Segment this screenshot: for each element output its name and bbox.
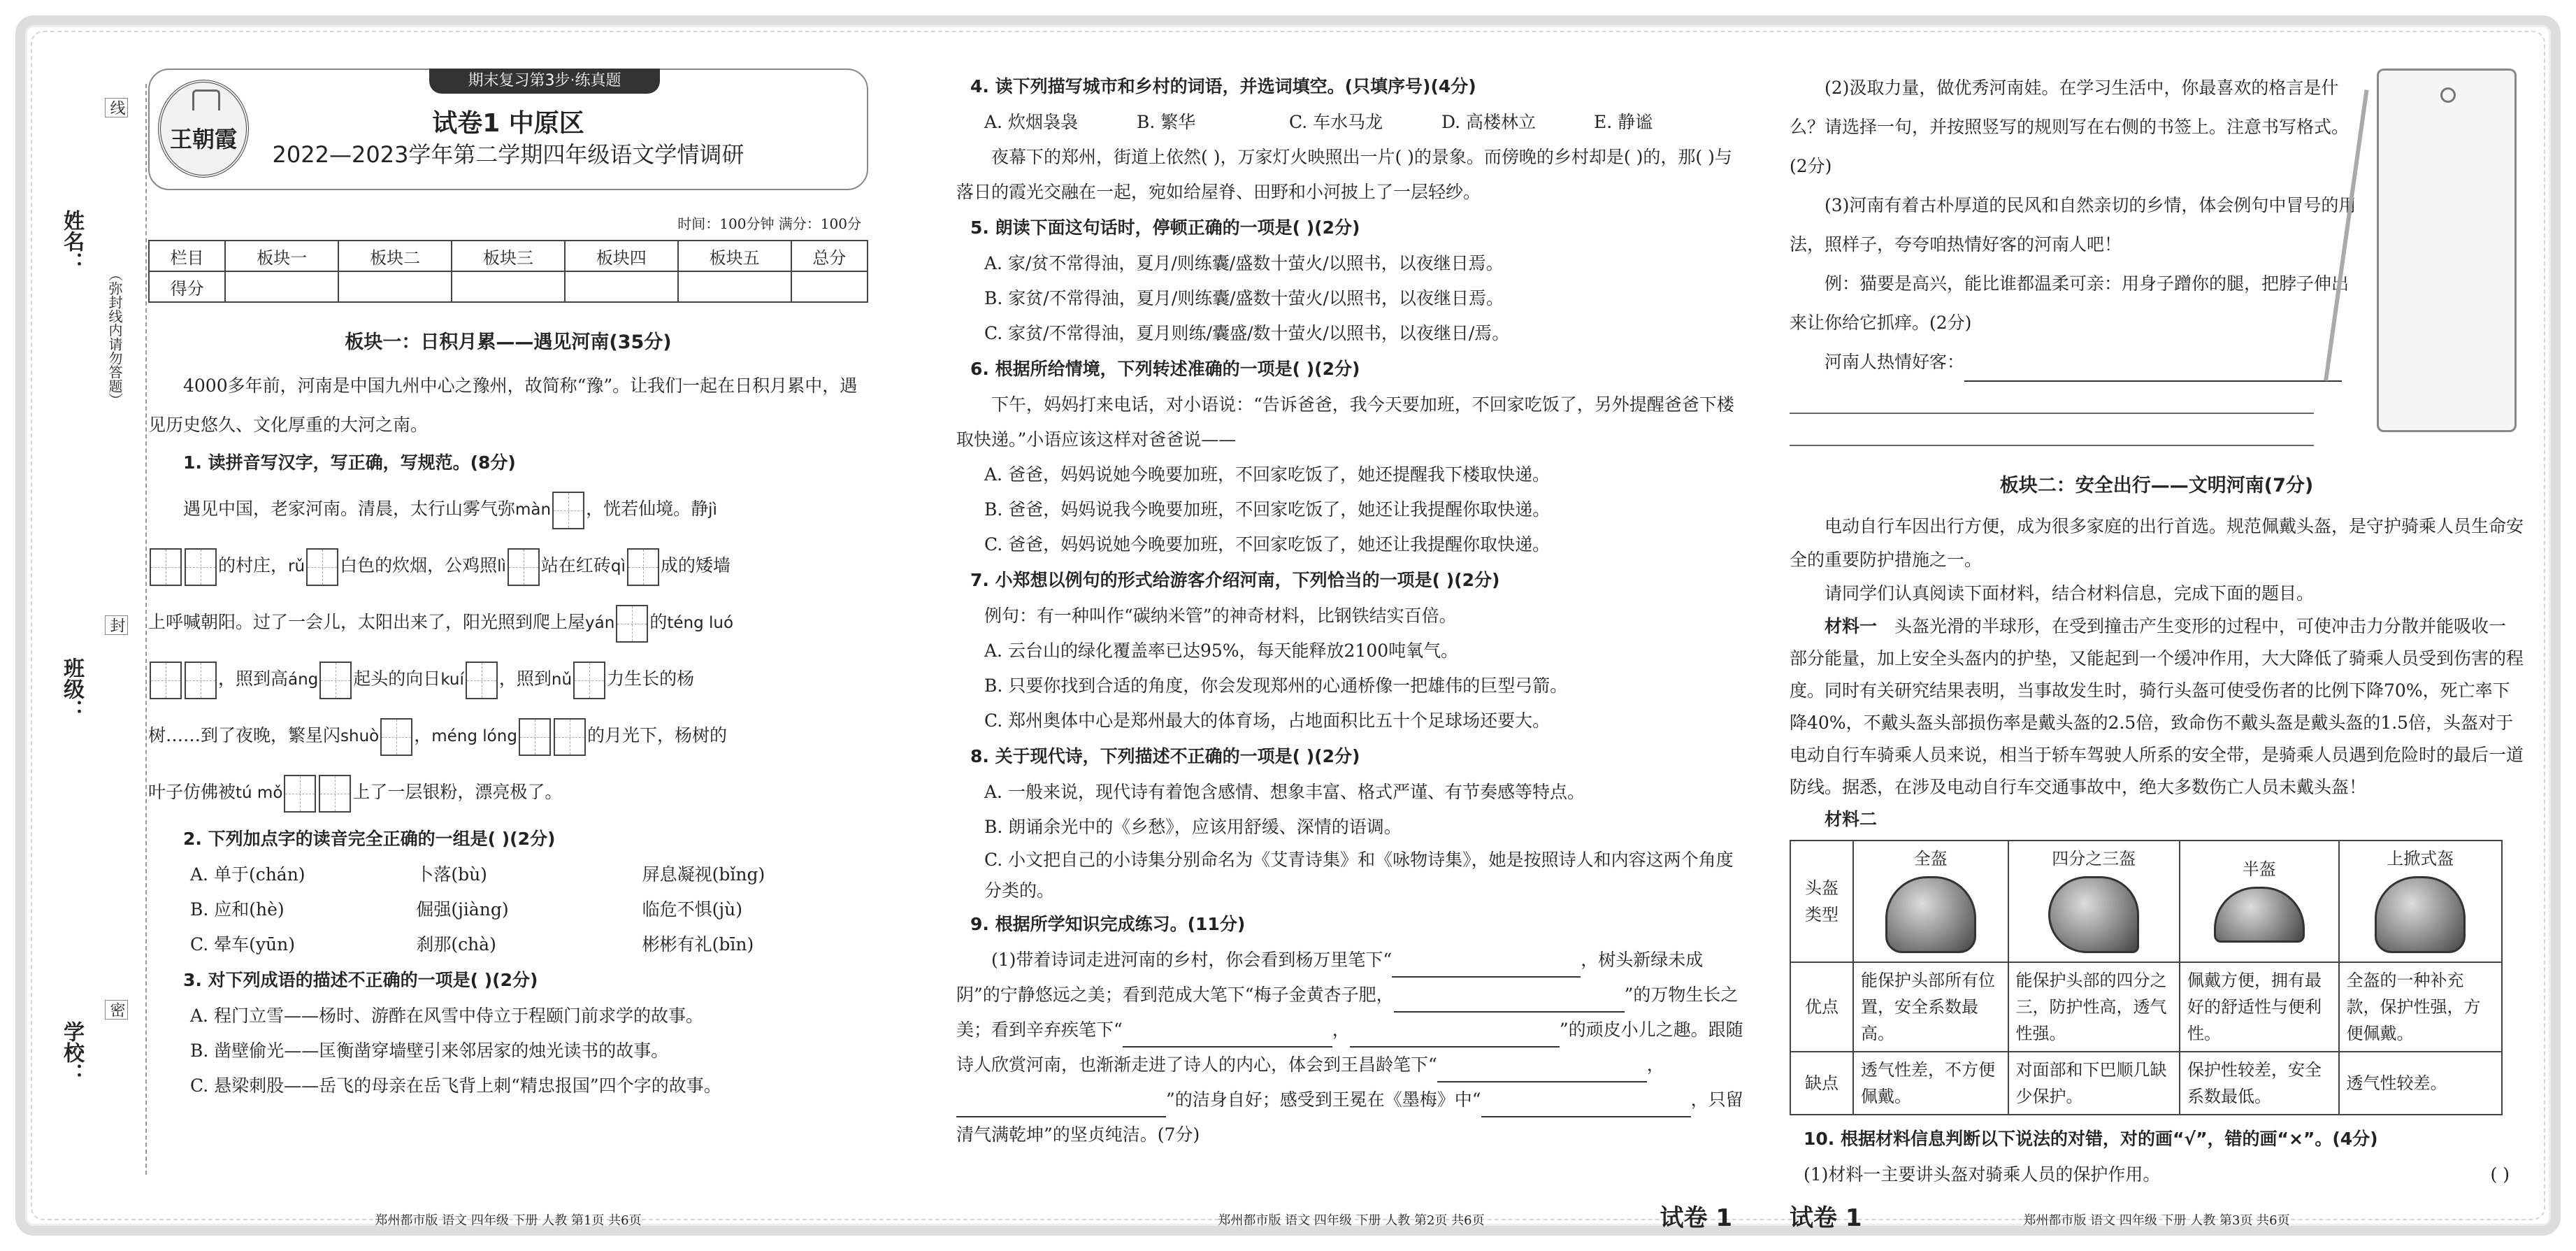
- binding-strip: [42, 84, 147, 1175]
- q9-part-3-example: 例：猫要是高兴，能比谁都温柔可亲：用身子蹭你的腿，把脖子伸出来让你给它抓痒。(2分): [1790, 273, 2350, 333]
- helmet-table: [1790, 840, 2503, 1115]
- question-7: 7. 小郑想以例句的形式给游客介绍河南，下列恰当的一项是( )(2分): [970, 570, 1500, 590]
- q7-example: 例句：有一种叫作“碳纳米管”的神奇材料，比钢铁结实百倍。: [984, 606, 1457, 626]
- school-label: 学校：: [59, 1021, 84, 1084]
- question-10: 10. 根据材料信息判断以下说法的对错，对的画“√”，错的画“×”。(4分): [1804, 1129, 2378, 1149]
- helmet-con: 透气性较差。: [2339, 1052, 2503, 1115]
- q8-option-a: A. 一般来说，现代诗有着饱含感情、想象丰富、格式严谨、有节奏感等特点。: [984, 782, 1585, 802]
- blank[interactable]: [1481, 1116, 1691, 1117]
- question-1: 1. 读拼音写汉字，写正确，写规范。(8分): [183, 452, 516, 473]
- score-head: 栏目: [149, 241, 225, 271]
- q2-option-a: A. 单于(chán) 卜落(bù) 屏息凝视(bǐng): [190, 864, 765, 885]
- helmet-half: 半盔: [2180, 841, 2339, 962]
- q7-option-b: B. 只要你找到合适的角度，你会发现郑州的心通桥像一把雄伟的巨型弓箭。: [984, 675, 1568, 696]
- blank[interactable]: [1964, 380, 2342, 382]
- review-banner: 期末复习第3步·练真题: [429, 69, 660, 94]
- section-2-intro: 电动自行车因出行方便，成为很多家庭的出行首选。规范佩戴头盔，是守护骑乘人员生命安全的重要防护措施之一。: [1790, 516, 2524, 570]
- blank[interactable]: [956, 1116, 1166, 1117]
- score-cell[interactable]: [791, 271, 868, 302]
- blank[interactable]: [1392, 976, 1581, 978]
- bookmark-writing-area[interactable]: [2377, 69, 2517, 432]
- q6-option-a: A. 爸爸，妈妈说她今晚要加班，不回家吃饭了，她还提醒我下楼取快递。: [984, 464, 1550, 485]
- question-4: 4. 读下列描写城市和乡村的词语，并选词填空。(只填序号)(4分): [970, 76, 1476, 96]
- q2-option-b: B. 应和(hè) 倔强(jiàng) 临危不惧(jù): [190, 899, 743, 920]
- three-quarter-helmet-icon: [2048, 876, 2139, 953]
- blank[interactable]: [1350, 1046, 1560, 1048]
- q9-part-2: (2)汲取力量，做优秀河南娃。在学习生活中，你最喜欢的格言是什么？请选择一句，并按照竖写的规则写在右侧的书签上。注意书写格式。(2分): [1790, 78, 2350, 176]
- answer-box[interactable]: [616, 605, 648, 643]
- flip-up-helmet-icon: [2375, 876, 2466, 953]
- helmet-flip-up: 上掀式盔: [2339, 841, 2503, 962]
- question-3: 3. 对下列成语的描述不正确的一项是( )(2分): [183, 970, 538, 990]
- q6-option-b: B. 爸爸，妈妈说我今晚要加班，不回家吃饭了，她还让我提醒你取快递。: [984, 499, 1550, 520]
- page-3: [1790, 69, 2524, 1232]
- helmet-cons-label: 缺点: [1790, 1052, 1853, 1115]
- page-3-footer: 郑州都市版 语文 四年级 下册 人教 第3页 共6页: [2023, 1213, 2290, 1228]
- page-1: [148, 69, 868, 1228]
- blank[interactable]: [1123, 1046, 1332, 1048]
- q7-option-c: C. 郑州奥体中心是郑州最大的体育场，占地面积比五十个足球场还要大。: [984, 710, 1550, 731]
- answer-box[interactable]: [554, 718, 586, 756]
- section-1-intro: 4000多年前，河南是中国九州中心之豫州，故简称“豫”。让我们一起在日积月累中，遇见历史悠久、文化厚重的大河之南。: [148, 376, 858, 435]
- question-6: 6. 根据所给情境，下列转述准确的一项是( )(2分): [970, 359, 1360, 379]
- helmet-pro: 能保护头部的四分之三，防护性高，透气性强。: [2008, 962, 2180, 1052]
- q6-scenario: 下午，妈妈打来电话，对小语说：“告诉爸爸，我今天要加班，不回家吃饭了，另外提醒爸爸下楼取快递。”小语应该这样对爸爸说——: [956, 394, 1734, 450]
- exam-tag: 试卷 1: [1790, 1204, 1862, 1232]
- helmet-three-quarter: 四分之三盔: [2008, 841, 2180, 962]
- question-9: 9. 根据所学知识完成练习。(11分): [970, 914, 1246, 934]
- score-head: 板块五: [678, 241, 791, 271]
- answer-box[interactable]: [185, 548, 217, 586]
- blank[interactable]: [1394, 1011, 1625, 1013]
- answer-box[interactable]: [627, 548, 659, 586]
- answer-box[interactable]: [573, 662, 605, 699]
- score-head: 板块二: [338, 241, 452, 271]
- score-head: 板块一: [225, 241, 338, 271]
- score-cell[interactable]: [225, 271, 338, 302]
- answer-box[interactable]: [466, 662, 498, 699]
- exam-header: [148, 69, 868, 190]
- q5-option-a: A. 家/贫不常得油，夏月/则练囊/盛数十萤火/以照书，以夜继日焉。: [984, 253, 1504, 273]
- material-1: 材料一 头盔光滑的半球形，在受到撞击产生变形的过程中，可使冲击力分散并能吸收一部分能量，加上安全头盔内的护垫，又能起到一个缓冲作用，大大降低了骑乘人员受到伤害的程度。同时有关研究结果表明，当事故发生时，骑行头盔可使受伤者的比例下降70%，死亡率下降40%，不戴头盔头部损伤率是戴头盔的2.5倍，致命伤不戴头盔是戴头盔的1.5倍，头盔对于电动自行车骑乘人员来说，相当于轿车驾驶人所系的安全带，是骑乘人员遇到危险时的最后一道防线。据悉，在涉及电动自行车交通事故中，绝大多数伤亡人员未戴头盔！: [1790, 616, 2524, 797]
- answer-paren[interactable]: ( ): [2490, 1164, 2510, 1185]
- name-label: 姓名：: [59, 210, 84, 273]
- helmet-con: 透气性差，不方便佩戴。: [1853, 1052, 2008, 1115]
- q5-option-b: B. 家贫/不常得油，夏月/则练囊/盛数十萤火/以照书，以夜继日焉。: [984, 288, 1504, 308]
- score-cell[interactable]: [338, 271, 452, 302]
- answer-box[interactable]: [319, 775, 351, 813]
- q6-option-c: C. 爸爸，妈妈说她今晚要加班，不回家吃饭了，她还让我提醒你取快递。: [984, 534, 1550, 555]
- pinyin-passage: 遇见中国，老家河南。清晨，太行山雾气弥màn ，恍若仙境。静jì 的村庄，rǔ 白色的炊烟，公鸡照lì 站在红砖qì 成的矮墙 上呼喊朝阳。过了一会儿，太阳出来了，阳光照到爬上屋yán 的téng luó ，照到高áng 起头的向日kuí ，照到nǔ 力生长的杨 树……到了夜晚，繁星闪shuò ，méng lóng 的月光下，杨树的 叶子仿佛被tú mǒ 上了一层银粉，漂亮极了。: [148, 481, 868, 821]
- q3-option-a: A. 程门立雪——杨时、游酢在风雪中侍立于程颐门前求学的故事。: [190, 1006, 703, 1026]
- class-label: 班级：: [59, 657, 84, 720]
- helmet-pro: 佩戴方便，拥有最好的舒适性与便利性。: [2180, 962, 2339, 1052]
- secret-mark: 密: [105, 1000, 128, 1020]
- q9-part-1: (1)带着诗词走进河南的乡村，你会看到杨万里笔下“ ，树头新绿未成阴”的宁静悠远之美；看到范成大笔下“梅子金黄杏子肥， ”的万物生长之美；看到辛弃疾笔下“ ， ”的顽皮小儿之趣。跟随诗人欣赏河南，也渐渐走进了诗人的内心，体会到王昌龄笔下“ ，”的洁身自好；感受到王冕在《墨梅》中“ ，只留清气满乾坤”的坚贞纯洁。(7分): [956, 950, 1743, 1145]
- q9-part-3: (3)河南有着古朴厚道的民风和自然亲切的乡情，体会例句中冒号的用法，照样子，夸夸咱热情好客的河南人吧！: [1790, 195, 2356, 255]
- q9-part-3-lead: 河南人热情好客：: [1790, 343, 2524, 382]
- section-2-instruction: 请同学们认真阅读下面材料，结合材料信息，完成下面的题目。: [1825, 583, 2315, 603]
- page-2-footer: 郑州都市版 语文 四年级 下册 人教 第2页 共6页: [1218, 1213, 1485, 1228]
- answer-box[interactable]: [306, 548, 338, 586]
- answer-box[interactable]: [508, 548, 540, 586]
- question-8: 8. 关于现代诗，下列描述不正确的一项是( )(2分): [970, 746, 1360, 766]
- seal-mark: 封: [105, 615, 128, 635]
- answer-box[interactable]: [150, 662, 182, 699]
- helmet-pro: 全盔的一种补充款，保护性强，方便佩戴。: [2339, 962, 2503, 1052]
- exam-subtitle: 2022—2023学年第二学期四年级语文学情调研: [272, 141, 744, 168]
- full-helmet-icon: [1885, 876, 1976, 953]
- answer-box[interactable]: [519, 718, 551, 756]
- q3-option-b: B. 凿壁偷光——匡衡凿穿墙壁引来邻居家的烛光读书的故事。: [190, 1041, 669, 1061]
- q3-option-c: C. 悬梁刺股——岳飞的母亲在岳飞背上刺“精忠报国”四个字的故事。: [190, 1075, 721, 1096]
- material-2-label: 材料二: [1825, 809, 1878, 829]
- score-head: 总分: [791, 241, 868, 271]
- helmet-con: 保护性较差，安全系数最低。: [2180, 1052, 2339, 1115]
- score-head: 板块三: [452, 241, 565, 271]
- q8-option-b: B. 朗诵余光中的《乡愁》，应该用舒缓、深情的语调。: [984, 817, 1402, 837]
- q10-item-1: (1)材料一主要讲头盔对骑乘人员的保护作用。 ( ): [1790, 1157, 2524, 1192]
- exam-tag: 试卷 1: [1660, 1204, 1732, 1232]
- question-2: 2. 下列加点字的读音完全正确的一组是( )(2分): [183, 829, 556, 849]
- q4-word-bank: A. 炊烟袅袅 B. 繁华 C. 车水马龙 D. 高楼林立 E. 静谧: [984, 112, 1653, 132]
- helmet-type-label: 头盔类型: [1790, 841, 1853, 962]
- page-1-footer: 郑州都市版 语文 四年级 下册 人教 第1页 共6页: [375, 1213, 642, 1228]
- answer-box[interactable]: [552, 492, 584, 529]
- question-5: 5. 朗读下面这句话时，停顿正确的一项是( )(2分): [970, 217, 1360, 238]
- helmet-pros-label: 优点: [1790, 962, 1853, 1052]
- answer-box[interactable]: [284, 775, 316, 813]
- helmet-full: 全盔: [1853, 841, 2008, 962]
- score-table: [148, 240, 868, 303]
- score-cell[interactable]: [678, 271, 791, 302]
- answer-box[interactable]: [319, 662, 352, 699]
- seal-notice: （弥封线内请勿答题）: [105, 266, 125, 408]
- q5-option-c: C. 家贫/不常得油，夏月则练/囊盛/数十萤火/以照书，以夜继日/焉。: [984, 323, 1510, 343]
- q2-option-c: C. 晕车(yūn) 刹那(chà) 彬彬有礼(bīn): [190, 934, 754, 955]
- blank[interactable]: [1437, 1081, 1647, 1082]
- q4-passage: 夜幕下的郑州，街道上依然( )，万家灯火映照出一片( )的景象。而傍晚的乡村却是( )的，那( )与落日的霞光交融在一起，宛如给屋脊、田野和小河披上了一层轻纱。: [956, 147, 1732, 202]
- section-2-title: 板块二：安全出行——文明河南(7分): [1999, 475, 2314, 496]
- answer-box[interactable]: [380, 718, 412, 756]
- answer-line[interactable]: [1790, 414, 2314, 446]
- score-cell[interactable]: [565, 271, 678, 302]
- answer-box[interactable]: [150, 548, 182, 586]
- publisher-logo: 王朝霞: [158, 80, 249, 178]
- exam-title: 试卷1 中原区: [432, 109, 584, 138]
- answer-line[interactable]: [1790, 382, 2314, 414]
- score-head: 板块四: [565, 241, 678, 271]
- section-1-title: 板块一：日积月累——遇见河南(35分): [345, 331, 672, 353]
- helmet-pro: 能保护头部所有位置，安全系数最高。: [1853, 962, 2008, 1052]
- q7-option-a: A. 云台山的绿化覆盖率已达95%，每天能释放2100吨氧气。: [984, 641, 1459, 661]
- q8-option-c: C. 小文把自己的小诗集分别命名为《艾青诗集》和《咏物诗集》，她是按照诗人和内容这两个角度分类的。: [984, 850, 1734, 901]
- bookmark-hole-icon: [2440, 87, 2456, 103]
- score-cell[interactable]: [452, 271, 565, 302]
- half-helmet-icon: [2214, 887, 2305, 943]
- answer-box[interactable]: [185, 662, 217, 699]
- page-2: [956, 69, 1746, 1232]
- exam-meta: 时间：100分钟 满分：100分: [677, 215, 861, 232]
- seal-line-mark: 线: [105, 98, 128, 117]
- helmet-con: 对面部和下巴顺几缺少保护。: [2008, 1052, 2180, 1115]
- score-row-label: 得分: [149, 271, 225, 302]
